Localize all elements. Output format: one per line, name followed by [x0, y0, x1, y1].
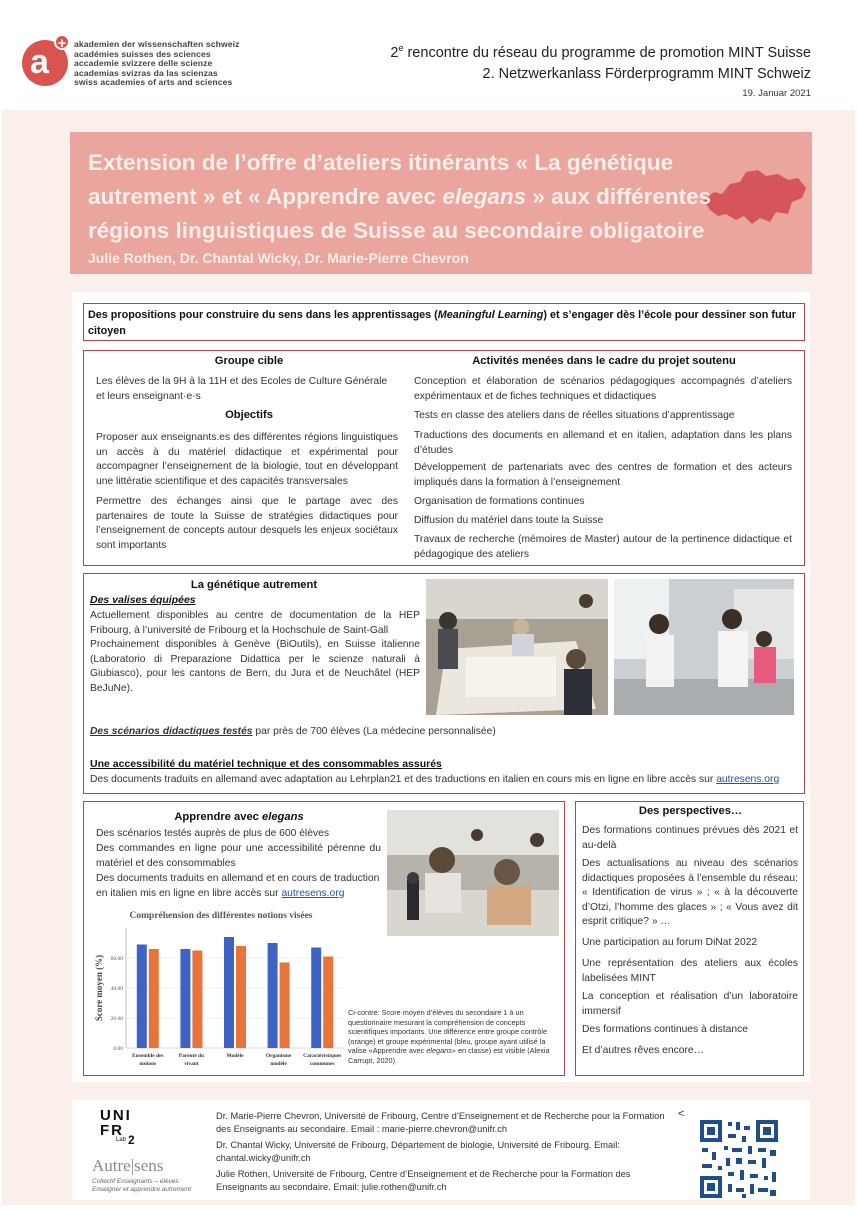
- elegans-photo-image: [387, 810, 559, 936]
- bar-control: [236, 946, 246, 1048]
- genetique-sub-valises: Des valises équipées: [90, 594, 196, 606]
- y-tick-label: 20.00: [110, 1016, 123, 1022]
- bar-control: [192, 951, 202, 1049]
- bar-experimental: [180, 949, 190, 1048]
- genetique-docs-line: [90, 773, 802, 788]
- event-date: 19. Januar 2021: [742, 88, 811, 99]
- contact-item: Julie Rothen, Université de Fribourg, Centre d’Enseignement et de Recherche pour la Formation des Enseignants au secondaire. Email: julie.rothen@unifr.ch: [216, 1169, 631, 1192]
- objectifs-paragraph: Permettre des échanges ainsi que le partage avec des partenaires de toute la Suisse de stratégies didactiques pour l’enseignement de concepts autour desquels les enjeux sociétaux sont importants: [96, 496, 398, 551]
- title-line: régions linguistiques de Suisse au secondaire obligatoire: [88, 218, 705, 243]
- chart-caption-em: elegans: [426, 1046, 452, 1055]
- event-title: [390, 38, 811, 85]
- academies-logo-mark: a: [30, 43, 49, 81]
- event-number: 2: [390, 44, 399, 61]
- genetique-sub-scenarios: Des scénarios didactiques testés: [90, 726, 253, 737]
- autresens-logo: Autre|sens: [92, 1156, 164, 1175]
- genetique-box: [83, 573, 805, 794]
- activite-item: Diffusion du matériel dans toute la Suisse: [414, 515, 604, 526]
- genetique-scenarios-text: par près de 700 élèves (La médecine personnalisée): [252, 726, 496, 737]
- y-tick-label: 40.00: [110, 986, 123, 992]
- genetique-text: Actuellement disponibles au centre de documentation de la HEP Fribourg, à l’université de Fribourg et la Hochschule de Saint-Gall: [90, 610, 420, 636]
- activite-item: Développement de partenariats avec des centres de formation et des acteurs impliqués dans la formation à l’enseignement: [414, 462, 792, 488]
- poster-authors: Julie Rothen, Dr. Chantal Wicky, Dr. Marie-Pierre Chevron: [88, 250, 469, 266]
- intro-text-b: ) et s’engager dès l’école pour dessiner son futur citoyen: [88, 309, 796, 337]
- perspective-item: Une participation au forum DiNat 2022: [582, 937, 758, 948]
- x-tick-label: modèle: [270, 1061, 287, 1067]
- unifr-lab-number: 2: [128, 1133, 135, 1147]
- chart-caption-a: Ci-contre: Score moyen d’élèves du secondaire 1 à un questionnaire mesurant la compréhension de concepts scientifiques importants. Une différence entre groupe contrôle (orange) et groupe expérimental (bleu, groupe ayant utilisé la valise «Apprendre avec: [348, 1008, 548, 1055]
- contact-item: Dr. Chantal Wicky, Université de Fribourg, Département de biologie, Université de Fribourg. Email: chantal.wicky@unifr.ch: [216, 1140, 620, 1163]
- genetique-sub-accessibilite: Une accessibilité du matériel technique et des consommables assurés: [90, 758, 442, 770]
- event-line-fr: [390, 38, 811, 64]
- bar-control: [280, 963, 290, 1049]
- x-tick-label: communes: [309, 1061, 335, 1067]
- unifr-lab: Lab: [116, 1137, 127, 1143]
- chart-title: Compréhension des différentes notions visées: [129, 911, 313, 921]
- classroom-photo-2-image: [614, 579, 794, 715]
- bar-control: [323, 957, 333, 1049]
- bar-experimental: [137, 945, 147, 1049]
- objectifs-heading: Objectifs: [225, 409, 273, 421]
- chart-caption: [348, 1008, 560, 1065]
- collectif-line: Collectif Enseignants – élèves: [92, 1178, 179, 1185]
- bar-control: [149, 949, 159, 1048]
- activite-item: Tests en classe des ateliers dans de réelles situations d’apprentissage: [414, 410, 735, 421]
- title-line: Extension de l’offre d’ateliers itinérants « La génétique: [88, 150, 674, 175]
- groupe-cible-heading: Groupe cible: [214, 355, 284, 367]
- intro-text: [88, 307, 800, 339]
- comprehension-chart: [92, 906, 350, 1074]
- elegans-item: [96, 872, 381, 901]
- chart-caption-b: » en classe) est visible (Alexia Carrupt, 2020).: [348, 1046, 550, 1065]
- intro-box: [83, 303, 805, 341]
- classroom-photo-2: [614, 579, 794, 715]
- genetique-docs-text: Des documents traduits en allemand avec adaptation au Lehrplan21 et des traductions en italien en cours mis en ligne en libre accès sur: [90, 774, 717, 785]
- groupe-cible-text: Les élèves de la 9H à la 11H et des Ecoles de Culture Générale et leurs enseignant·e·s: [96, 376, 388, 402]
- x-ticks: [132, 1053, 341, 1067]
- genetique-heading: La génétique autrement: [190, 579, 318, 591]
- elegans-photo: [387, 810, 559, 936]
- contact-list: [216, 1110, 668, 1194]
- unifr-line: UNI: [100, 1107, 132, 1124]
- plus-icon: +: [54, 34, 70, 50]
- perspective-item: La conception et réalisation d’un laboratoire immersif: [582, 991, 798, 1017]
- activites-heading: Activités menées dans le cadre du projet soutenu: [472, 355, 736, 367]
- collectif-line: Enseigner et apprendre autrement: [92, 1186, 192, 1193]
- academies-line: academias svizras da las scienzas: [74, 67, 218, 78]
- elegans-item: Des commandes en ligne pour une accessibilité pérenne du matériel et des consommables: [96, 843, 381, 869]
- perspective-item: Une représentation des ateliers aux écoles labelisées MINT: [582, 958, 798, 984]
- elegans-heading-a: Apprendre avec: [174, 811, 262, 823]
- title-line: autrement » et « Apprendre avec elegans » aux différentes: [88, 184, 712, 209]
- objectifs-paragraph: Proposer aux enseignants.es des différentes régions linguistiques un accès à du matériel didactique et expérimental pour accompagner l’enseignement de la biologie, tout en développant une littératie scientifique et des capacités transversales: [96, 432, 398, 487]
- y-axis-label: Score moyen (%): [94, 954, 104, 1022]
- academies-line: académies suisses des sciences: [74, 48, 211, 59]
- elegans-item-text: Des documents traduits en allemand et en cours de traduction en italien mis en ligne en libre accès sur: [96, 873, 380, 899]
- page-header: [0, 0, 857, 110]
- perspectives-box: [575, 801, 804, 1076]
- x-tick-label: Parenté du: [178, 1053, 205, 1059]
- academies-names: [74, 40, 274, 88]
- event-line-fr-text: rencontre du réseau du programme de promotion MINT Suisse: [403, 44, 811, 61]
- bar-experimental: [224, 937, 234, 1048]
- autresens-link[interactable]: autresens.org: [716, 774, 780, 785]
- chart-bars: [137, 937, 333, 1048]
- bar-experimental: [311, 948, 321, 1049]
- activite-item: Organisation de formations continues: [414, 496, 585, 507]
- classroom-photo-1: [426, 579, 608, 715]
- poster-title: [88, 146, 778, 248]
- x-tick-label: Organisme: [265, 1053, 292, 1059]
- academies-line: swiss academies of arts and sciences: [74, 77, 233, 88]
- event-sup: e: [398, 43, 404, 53]
- genetique-text: Prochainement disponibles à Genève (BiOutils), en Suisse italienne (Laboratorio di Preparazione Didattica per le scienze naturali à Giubiasco), pour les cantons de Bern, du Jura et de Neuchâtel (HEP BeJuNe).: [90, 639, 420, 694]
- bar-experimental: [268, 943, 278, 1048]
- x-tick-label: Caractéristiques: [303, 1053, 342, 1059]
- y-tick-label: 0.00: [113, 1046, 123, 1052]
- academies-line: accademie svizzere delle scienze: [74, 58, 213, 69]
- elegans-item: Des scénarios testés auprès de plus de 600 élèves: [96, 828, 329, 839]
- activite-item: Travaux de recherche (mémoires de Master) autour de la pertinence didactique et pédagogique des ateliers: [414, 534, 792, 560]
- intro-text-em: Meaningful Learning: [437, 309, 544, 321]
- qr-code-icon[interactable]: [698, 1118, 780, 1200]
- x-tick-label: notions: [139, 1061, 157, 1067]
- collectif-tagline: [92, 1178, 191, 1194]
- perspective-item: Des formations continues à distance: [582, 1024, 748, 1035]
- classroom-photo-1-image: [426, 579, 608, 715]
- perspective-item: Des formations continues prévues dès 2021 et au-delà: [582, 825, 798, 851]
- elegans-heading: [94, 811, 384, 823]
- objectives-box: [83, 350, 805, 566]
- perspective-item: Des actualisations au niveau des scénarios didactiques proposées à l’ensemble du réseau: « Identification de virus » ; « à la découverte d’Otzi, l’homme des glaces » ; « Vous avez dit esprit critique? » …: [582, 858, 798, 927]
- activite-item: Traductions des documents en allemand et en italien, adaptation dans les plans d’études: [414, 430, 792, 456]
- perspectives-heading: Des perspectives…: [638, 805, 743, 817]
- perspective-item: Et d’autres rêves encore…: [582, 1045, 704, 1056]
- event-line-de: 2. Netzwerkanlass Förderprogramm MINT Schweiz: [482, 65, 811, 82]
- genetique-scenarios-line: [90, 725, 790, 740]
- x-tick-label: vivant: [184, 1061, 199, 1067]
- elegans-box: [83, 801, 565, 1076]
- poster-footer: [72, 1100, 810, 1200]
- elegans-heading-em: elegans: [262, 811, 304, 823]
- activite-item: Conception et élaboration de scénarios pédagogiques accompagnés d’ateliers expérimentaux et de fiches techniques et didactiques: [414, 376, 792, 402]
- academies-line: akademien der wissenschaften schweiz: [74, 39, 240, 49]
- x-tick-label: Ensemble des: [132, 1053, 164, 1059]
- unifr-line: FR: [100, 1122, 124, 1139]
- autresens-link[interactable]: autresens.org: [281, 887, 345, 899]
- y-tick-label: 60.00: [110, 956, 123, 962]
- intro-text-a: Des propositions pour construire du sens dans les apprentissages (: [88, 309, 438, 321]
- footer-mark: <: [678, 1108, 685, 1120]
- contact-item: Dr. Marie-Pierre Chevron, Université de Fribourg, Centre d’Enseignement et de Recherche pour la Formation des Enseignants au secondaire. Email : marie-pierre.chevron@unifr.ch: [216, 1111, 665, 1134]
- x-tick-label: Modèle: [226, 1053, 244, 1059]
